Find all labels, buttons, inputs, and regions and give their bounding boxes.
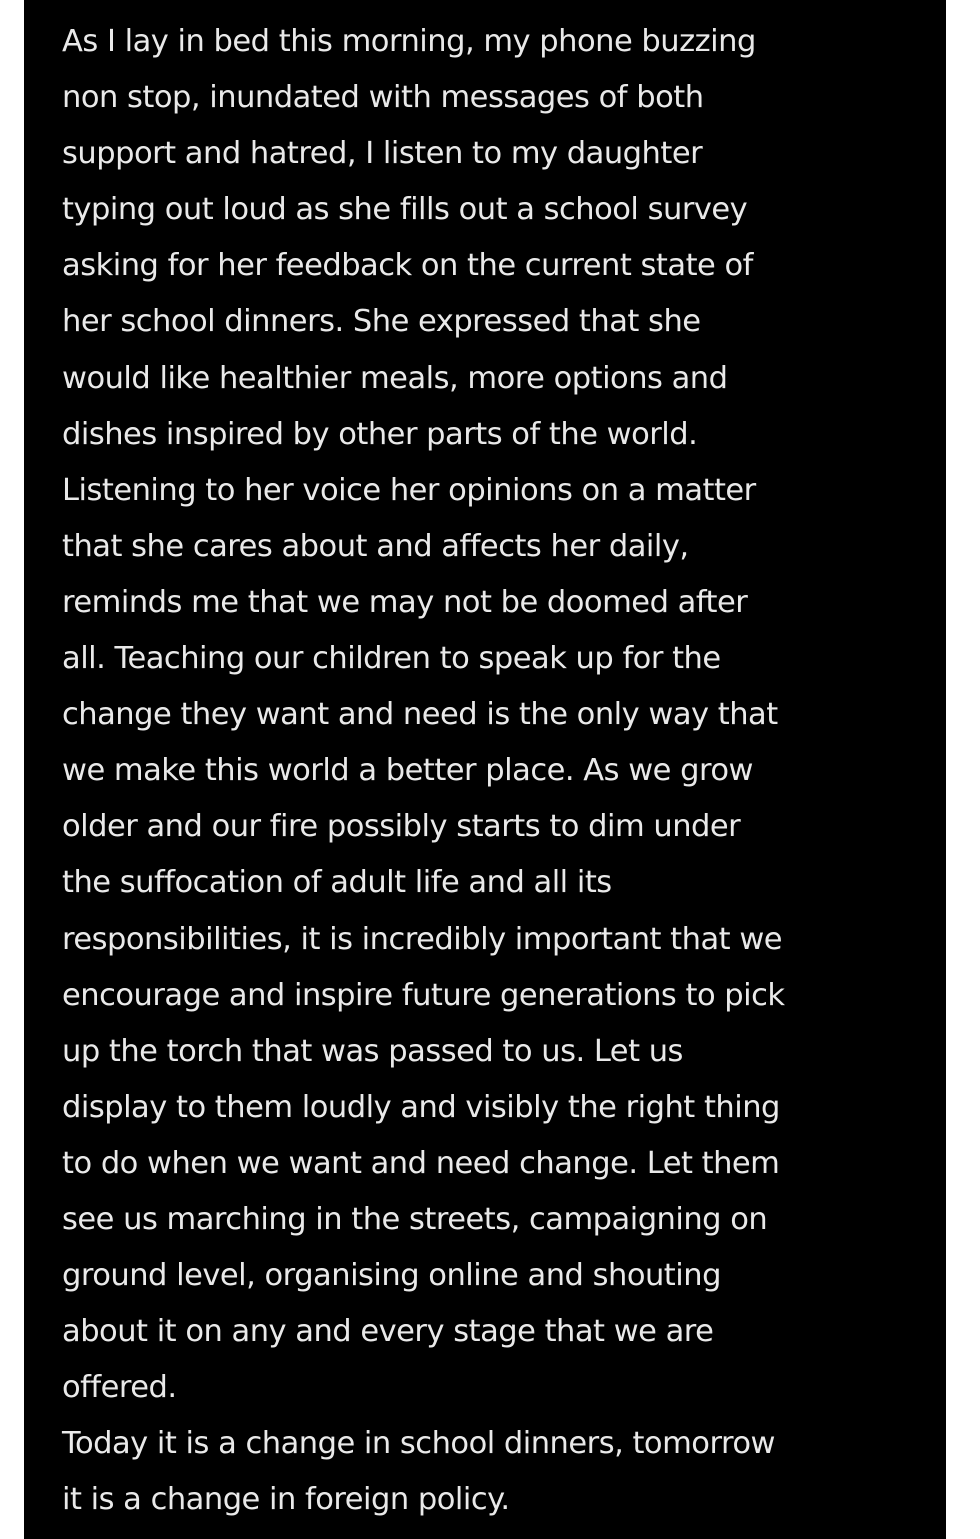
text-line: that she cares about and affects her daily, <box>62 528 689 564</box>
text-line: asking for her feedback on the current state of <box>62 248 753 284</box>
text-line: to do when we want and need change. Let them <box>62 1145 780 1181</box>
text-line: older and our fire possibly starts to dim under <box>62 809 741 845</box>
text-line: would like healthier meals, more options and <box>62 360 728 396</box>
text-line: responsibilities, it is incredibly important that we <box>62 921 783 957</box>
text-line: the suffocation of adult life and all its <box>62 865 612 901</box>
text-line: all. Teaching our children to speak up for the <box>62 641 721 677</box>
text-line: her school dinners. She expressed that she <box>62 304 701 340</box>
text-line: it is a change in foreign policy. <box>62 1482 510 1518</box>
text-line: As I lay in bed this morning, my phone buzzing <box>62 24 756 59</box>
text-line: see us marching in the streets, campaigning on <box>62 1201 768 1237</box>
text-line: we make this world a better place. As we grow <box>62 753 753 789</box>
text-line: dishes inspired by other parts of the world. <box>62 416 698 452</box>
text-line: display to them loudly and visibly the right thing <box>62 1089 780 1125</box>
text-line: up the torch that was passed to us. Let us <box>62 1033 683 1069</box>
text-line: non stop, inundated with messages of both <box>62 80 704 116</box>
text-line: typing out loud as she fills out a school survey <box>62 192 748 228</box>
text-line: Listening to her voice her opinions on a matter <box>62 472 756 508</box>
text-line: reminds me that we may not be doomed after <box>62 584 748 620</box>
text-line: about it on any and every stage that we are <box>62 1314 714 1350</box>
text-line: encourage and inspire future generations to pick <box>62 977 785 1013</box>
text-line: ground level, organising online and shouting <box>62 1258 721 1294</box>
text-line: support and hatred, I listen to my daughter <box>62 136 703 172</box>
text-line: change they want and need is the only way that <box>62 697 778 733</box>
text-line: offered. <box>62 1370 177 1406</box>
text-line: Today it is a change in school dinners, tomorrow <box>62 1426 775 1462</box>
note-text <box>62 14 912 1529</box>
